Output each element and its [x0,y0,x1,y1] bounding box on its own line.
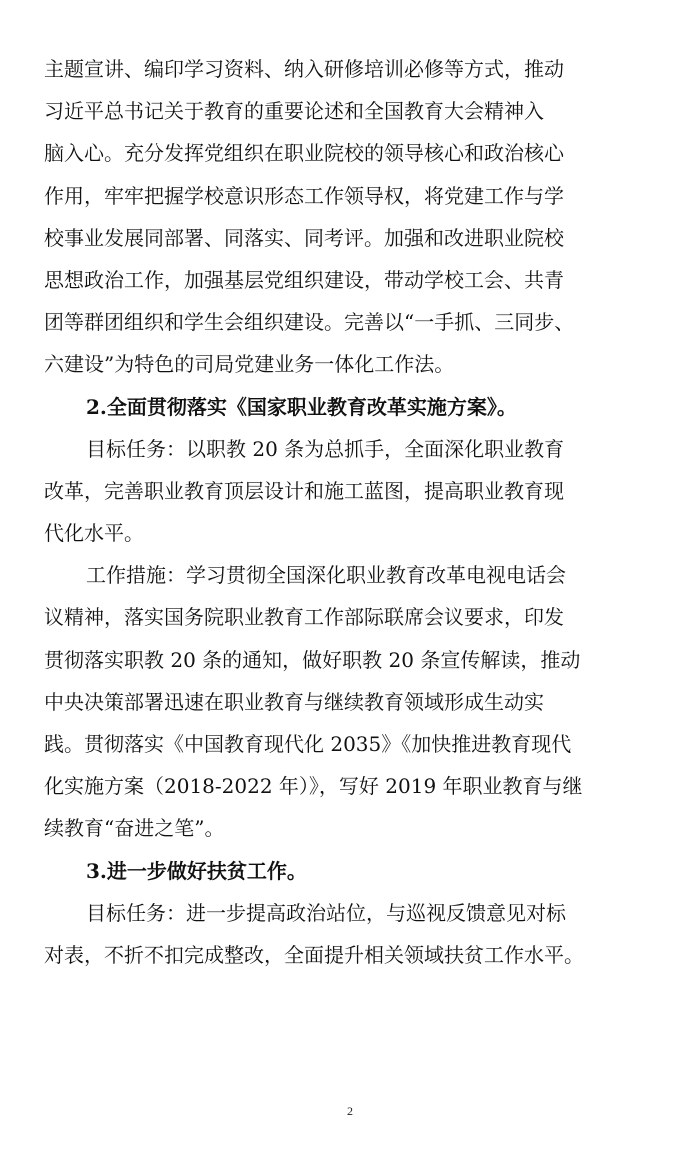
measures-label: 工作措施： [86,563,186,588]
paragraph-line: 思想政治工作，加强基层党组织建设，带动学校工会、共青 [44,267,564,292]
paragraph-line: 主题宣讲、编印学习资料、纳入研修培训必修等方式，推动 [44,57,564,81]
paragraph-line: 议精神，落实国务院职业教育工作部际联席会议要求，印发 [44,605,564,630]
goal-label: 目标任务： [86,900,186,925]
paragraph-line: 习近平总书记关于教育的重要论述和全国教育大会精神入 [44,99,544,124]
paragraph-line: 践。贯彻落实《中国教育现代化 2035》《加快推进教育现代 [44,732,572,756]
goal-label: 目标任务： [86,436,186,461]
paragraph-line: 作用，牢牢把握学校意识形态工作领导权，将党建工作与学 [44,183,564,208]
paragraph-line: 对表，不折不扣完成整改，全面提升相关领域扶贫工作水平。 [44,942,584,967]
paragraph-line: 六建设”为特色的司局党建业务一体化工作法。 [44,352,455,377]
section-2-measures-line [44,554,658,596]
paragraph-line: 团等群团组织和学生会组织建设。完善以“一手抓、三同步、 [44,310,575,335]
paragraph-line: 贯彻落实职教 20 条的通知，做好职教 20 条宣传解读，推动 [44,647,581,672]
paragraph-line: 代化水平。 [44,521,144,546]
page-number: 2 [347,1104,353,1118]
paragraph-line: 化实施方案（2018-2022 年）》，写好 2019 年职业教育与继 [44,774,583,799]
goal-text: 进一步提高政治站位，与巡视反馈意见对标 [186,900,566,925]
section-3-heading: 3.进一步做好扶贫工作。 [86,858,307,883]
section-2-heading: 2.全面贯彻落实《国家职业教育改革实施方案》。 [86,394,517,419]
section-3-goal-line [44,892,658,934]
body-text [44,48,658,976]
paragraph-line: 改革，完善职业教育顶层设计和施工蓝图，提高职业教育现 [44,478,564,503]
paragraph-line: 中央决策部署迅速在职业教育与继续教育领域形成生动实 [44,689,544,714]
goal-text: 以职教 20 条为总抓手，全面深化职业教育 [186,436,565,461]
paragraph-line: 脑入心。充分发挥党组织在职业院校的领导核心和政治核心 [44,141,564,166]
paragraph-line: 续教育“奋进之笔”。 [44,816,225,841]
paragraph-line: 校事业发展同部署、同落实、同考评。加强和改进职业院校 [44,225,564,250]
measures-text: 学习贯彻全国深化职业教育改革电视电话会 [186,563,566,588]
section-2-goal-line [44,428,658,470]
